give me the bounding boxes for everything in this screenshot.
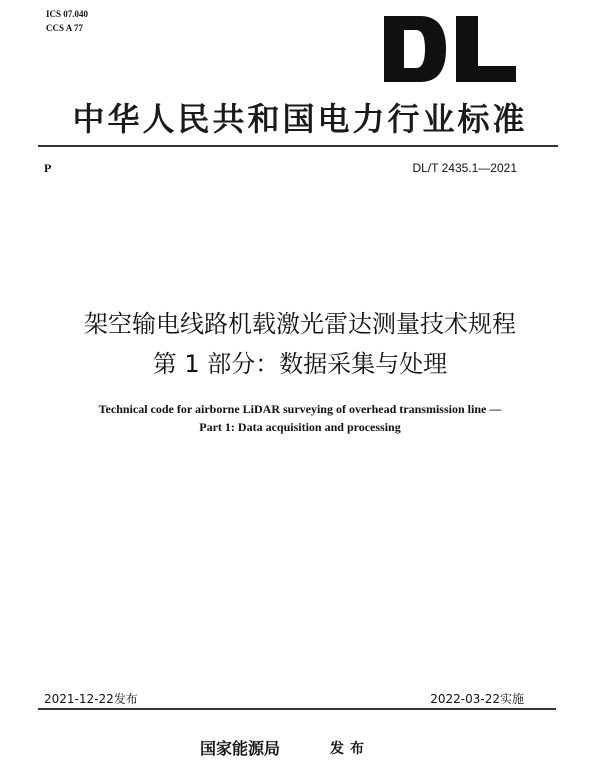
issue-date: 2021-12-22发布 bbox=[44, 692, 138, 706]
title-english-line-2: Part 1: Data acquisition and processing bbox=[199, 420, 401, 434]
dl-logo bbox=[382, 12, 518, 86]
classification-code: P bbox=[44, 161, 52, 175]
header-divider bbox=[38, 145, 558, 147]
ics-ccs-block bbox=[46, 7, 88, 35]
implementation-date: 2022-03-22实施 bbox=[430, 692, 524, 706]
ccs-code: CCS A 77 bbox=[46, 23, 84, 33]
ics-code: ICS 07.040 bbox=[46, 9, 89, 19]
title-english-line-1: Technical code for airborne LiDAR surveying of overhead transmission line — bbox=[98, 402, 502, 416]
standard-number: DL/T 2435.1—2021 bbox=[412, 161, 517, 175]
publish-label: 发布 bbox=[330, 741, 370, 757]
standard-name: 中华人民共和国电力行业标准 bbox=[72, 100, 528, 138]
title-chinese-line-2: 第 1 部分：数据采集与处理 bbox=[152, 350, 448, 378]
footer-divider bbox=[38, 708, 556, 710]
title-chinese-line-1: 架空输电线路机载激光雷达测量技术规程 bbox=[84, 310, 516, 338]
publisher-name: 国家能源局 bbox=[200, 739, 281, 758]
